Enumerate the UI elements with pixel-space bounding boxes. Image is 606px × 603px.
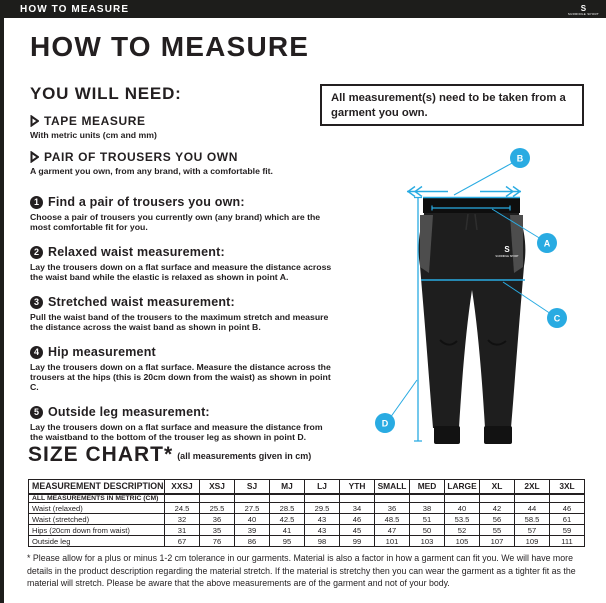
measurement-value-cell: 95	[270, 536, 305, 547]
size-chart-header-cell: 2XL	[515, 480, 550, 494]
measurement-value-cell: 58.5	[515, 514, 550, 525]
measurement-value-cell: 57	[515, 525, 550, 536]
measurement-value-cell: 86	[235, 536, 270, 547]
page-left-border	[0, 0, 4, 603]
size-chart-title: SIZE CHART*	[28, 443, 174, 466]
size-chart-header-cell: LARGE	[445, 480, 480, 494]
size-chart-header-cell: XXSJ	[165, 480, 200, 494]
measurement-value-cell: 43	[305, 525, 340, 536]
measurement-value-cell: 67	[165, 536, 200, 547]
metric-empty-cell	[445, 494, 480, 503]
size-chart-header-cell: YTH	[340, 480, 375, 494]
measurement-value-cell: 31	[165, 525, 200, 536]
measurement-value-cell: 41	[270, 525, 305, 536]
size-chart-subtitle: (all measurements given in cm)	[177, 451, 312, 461]
measurement-label-cell: Outside leg	[29, 536, 165, 547]
trousers-silhouette	[419, 198, 526, 428]
measurement-value-cell: 38	[410, 503, 445, 514]
size-chart-header-cell: 3XL	[550, 480, 585, 494]
size-chart-row	[29, 503, 585, 514]
connector-d	[390, 380, 417, 418]
size-chart-header-cell: MJ	[270, 480, 305, 494]
need-item-label: TAPE MEASURE	[44, 114, 146, 128]
measurement-value-cell: 53.5	[445, 514, 480, 525]
step-5	[30, 405, 335, 442]
measurement-value-cell: 55	[480, 525, 515, 536]
need-item-description: A garment you own, from any brand, with a comfortable fit.	[30, 166, 273, 176]
you-will-need-heading: YOU WILL NEED:	[30, 84, 182, 103]
measurement-value-cell: 42.5	[270, 514, 305, 525]
brand-logo	[568, 3, 599, 16]
metric-empty-cell	[340, 494, 375, 503]
size-chart-row	[29, 525, 585, 536]
measurement-value-cell: 29.5	[305, 503, 340, 514]
size-chart-table	[28, 479, 585, 547]
measurement-value-cell: 107	[480, 536, 515, 547]
measurement-value-cell: 52	[445, 525, 480, 536]
measurement-value-cell: 98	[305, 536, 340, 547]
measurement-value-cell: 101	[375, 536, 410, 547]
size-chart-header-cell: XSJ	[200, 480, 235, 494]
measurement-value-cell: 76	[200, 536, 235, 547]
size-chart-heading	[28, 443, 311, 467]
measurement-value-cell: 99	[340, 536, 375, 547]
size-chart-row	[29, 514, 585, 525]
metric-empty-cell	[375, 494, 410, 503]
measurement-value-cell: 48.5	[375, 514, 410, 525]
measurement-value-cell: 109	[515, 536, 550, 547]
size-chart-header-cell: SJ	[235, 480, 270, 494]
measurement-value-cell: 28.5	[270, 503, 305, 514]
metric-empty-cell	[235, 494, 270, 503]
title-bar	[0, 0, 606, 18]
step-number-badge: 5	[30, 406, 43, 419]
metric-empty-cell	[515, 494, 550, 503]
steps-list	[30, 195, 335, 455]
step-title: Stretched waist measurement:	[48, 295, 235, 309]
point-d-label: D	[381, 418, 389, 429]
step-3	[30, 295, 335, 332]
cuff-right	[484, 426, 512, 444]
size-chart-header-cell: SMALL	[375, 480, 410, 494]
measurement-label-cell: Waist (stretched)	[29, 514, 165, 525]
measurement-value-cell: 40	[445, 503, 480, 514]
step-title: Find a pair of trousers you own:	[48, 195, 245, 209]
need-item-description: With metric units (cm and mm)	[30, 130, 157, 140]
size-chart-header-cell: XL	[480, 480, 515, 494]
step-body: Choose a pair of trousers you currently own (any brand) which are the most comfortable fit for you.	[30, 212, 321, 232]
step-body: Pull the waist band of the trousers to the maximum stretch and measure the distance across the waist band as shown in point B.	[30, 312, 329, 332]
metric-empty-cell	[165, 494, 200, 503]
measurement-label-cell: Hips (20cm down from waist)	[29, 525, 165, 536]
measurement-value-cell: 32	[165, 514, 200, 525]
brand-s-icon: S	[580, 3, 587, 13]
need-item-tape-measure	[30, 114, 330, 140]
measurement-value-cell: 51	[410, 514, 445, 525]
size-chart-header-cell: MEASUREMENT DESCRIPTION	[29, 480, 165, 494]
measurement-value-cell: 56	[480, 514, 515, 525]
step-body: Lay the trousers down on a flat surface. Measure the distance across the trousers at the hips (this is 20cm down from the waist) as shown in point C.	[30, 362, 331, 392]
measurement-value-cell: 40	[235, 514, 270, 525]
measurement-value-cell: 45	[340, 525, 375, 536]
connector-b	[454, 162, 514, 195]
triangle-bullet-icon	[30, 151, 39, 163]
measurement-value-cell: 34	[340, 503, 375, 514]
measurement-value-cell: 24.5	[165, 503, 200, 514]
measurement-value-cell: 39	[235, 525, 270, 536]
metric-note-cell: ALL MEASUREMENTS IN METRIC (CM)	[29, 494, 165, 503]
size-chart-header-cell: LJ	[305, 480, 340, 494]
step-number-badge: 3	[30, 296, 43, 309]
measurement-value-cell: 43	[305, 514, 340, 525]
measurement-value-cell: 27.5	[235, 503, 270, 514]
measurement-value-cell: 61	[550, 514, 585, 525]
waistband	[423, 198, 520, 213]
step-title: Outside leg measurement:	[48, 405, 210, 419]
step-number-badge: 4	[30, 346, 43, 359]
step-title: Relaxed waist measurement:	[48, 245, 225, 259]
footnote: * Please allow for a plus or minus 1-2 cm tolerance in our garments. Material is also a factor in how a garment can fit you. We will have more details in the product description regarding the material stretch. If the material is stretchy then you can wear the garment as a tighter fit as the material will stretch. Please be aware that the above measurements are of the garment and not of your body.	[27, 553, 576, 588]
metric-empty-cell	[270, 494, 305, 503]
trousers-diagram	[320, 140, 600, 460]
measurement-value-cell: 105	[445, 536, 480, 547]
point-a-label: A	[543, 238, 551, 249]
point-b-label: B	[516, 153, 524, 164]
measurement-value-cell: 47	[375, 525, 410, 536]
step-number-badge: 2	[30, 246, 43, 259]
garment-logo-text: SURRIDGE SPORT	[495, 255, 519, 258]
metric-empty-cell	[410, 494, 445, 503]
metric-empty-cell	[480, 494, 515, 503]
measurement-value-cell: 36	[200, 514, 235, 525]
step-2	[30, 245, 335, 282]
size-chart-row	[29, 536, 585, 547]
note-box: All measurement(s) need to be taken from a garment you own.	[320, 84, 584, 126]
size-chart-header-row	[29, 480, 585, 494]
metric-empty-cell	[550, 494, 585, 503]
need-item-trousers	[30, 150, 330, 176]
triangle-bullet-icon	[30, 115, 39, 127]
measurement-value-cell: 50	[410, 525, 445, 536]
size-chart-table-container	[28, 479, 585, 547]
measurement-value-cell: 46	[550, 503, 585, 514]
measurement-value-cell: 35	[200, 525, 235, 536]
measurement-value-cell: 25.5	[200, 503, 235, 514]
step-1	[30, 195, 335, 232]
measurement-label-cell: Waist (relaxed)	[29, 503, 165, 514]
measurement-value-cell: 111	[550, 536, 585, 547]
measurement-value-cell: 36	[375, 503, 410, 514]
size-chart-header-cell: MED	[410, 480, 445, 494]
metric-note-row	[29, 494, 585, 503]
measurement-value-cell: 46	[340, 514, 375, 525]
step-body: Lay the trousers down on a flat surface and measure the distance from the waistband to the bottom of the trouser leg as shown in point D.	[30, 422, 323, 442]
metric-empty-cell	[305, 494, 340, 503]
measurement-value-cell: 44	[515, 503, 550, 514]
metric-empty-cell	[200, 494, 235, 503]
step-body: Lay the trousers down on a flat surface and measure the distance across the waist band while the elastic is relaxed as shown in point A.	[30, 262, 332, 282]
brand-name: SURRIDGE SPORT	[567, 11, 599, 16]
point-c-label: C	[553, 313, 561, 324]
measurement-value-cell: 103	[410, 536, 445, 547]
step-4	[30, 345, 335, 392]
titlebar-title: HOW TO MEASURE	[20, 3, 130, 15]
measurement-value-cell: 42	[480, 503, 515, 514]
step-number-badge: 1	[30, 196, 43, 209]
measurement-value-cell: 59	[550, 525, 585, 536]
step-title: Hip measurement	[48, 345, 156, 359]
svg-text:S: S	[504, 245, 510, 254]
need-item-label: PAIR OF TROUSERS YOU OWN	[44, 150, 238, 164]
cuff-left	[434, 426, 460, 444]
page-title: HOW TO MEASURE	[30, 31, 310, 62]
